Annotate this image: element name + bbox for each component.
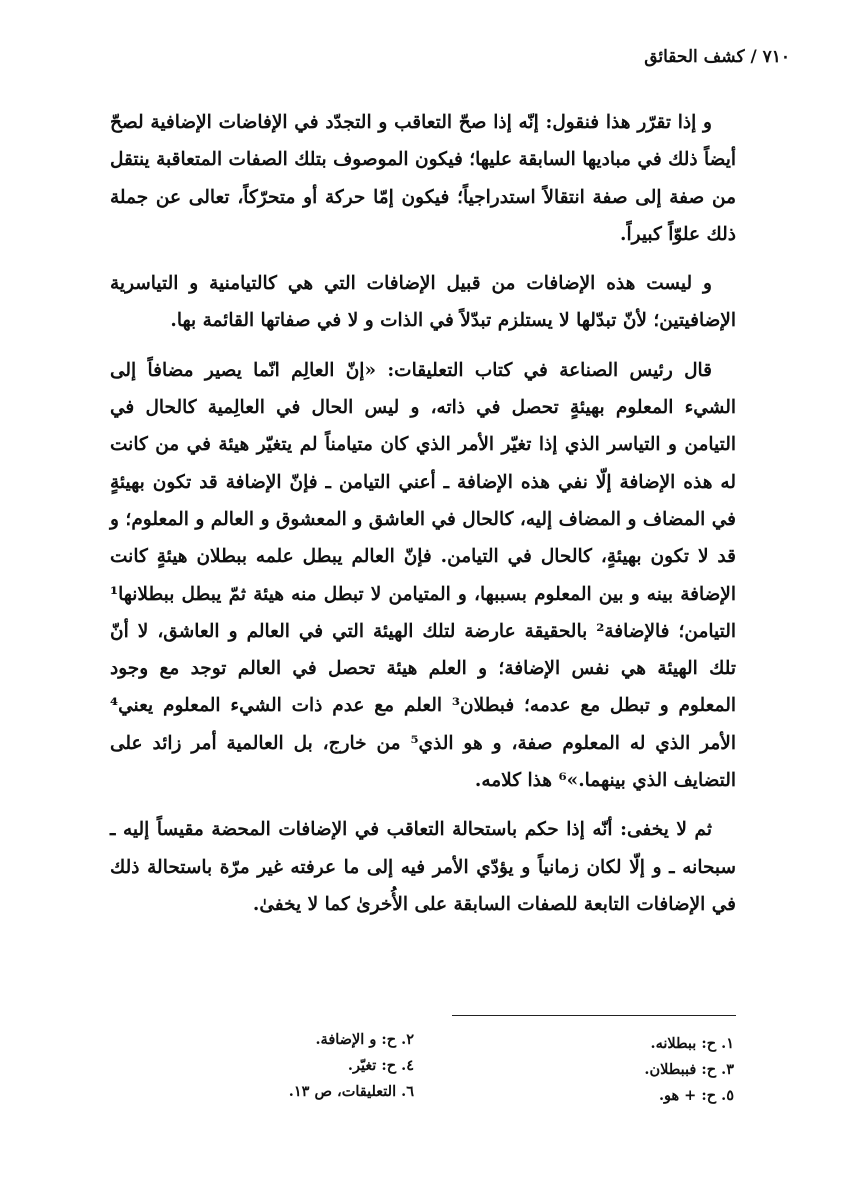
- footnotes-right-column: [644, 1031, 734, 1109]
- paragraph-text: و إذا تقرّر هذا فنقول: إنّه إذا صحّ التعاقب و التجدّد في الإفاضات الإضافية لصحّ أيضاً ذلك في مباديها السابقة عليها؛ فيكون الموصوف بتلك الصفات المتعاقبة ينتقل من صفة إلى صفة انتقالاً استدراجياً؛ فيكون إمّا حركة أو متحرّكاً، تعالى عن جملة ذلك علوّاً كبيراً.: [110, 112, 736, 245]
- paragraph-text: قال رئيس الصناعة في كتاب التعليقات: «إنّ العالِم انّما يصير مضافاً إلى الشيء المعلوم بهيئةٍ تحصل في ذاته، و ليس الحال في العالِمية كالحال في التيامن و التياسر الذي إذا تغيّر الأمر الذي كان متيامناً لم يتغيّر هيئة في من كانت له هذه الإضافة إلّا نفي هذه الإضافة ـ أعني التيامن ـ فإنّ الإضافة قد تكون بهيئةٍ في المضاف و المضاف إليه، كالحال في العاشق و المعشوق و العالم و المعلوم؛ و قد لا تكون بهيئةٍ، كالحال في التيامن. فإنّ العالم يبطل علمه ببطلان هيئةٍ كانت الإضافة بينه و بين المعلوم بسببها، و المتيامن لا تبطل منه هيئة ثمّ يبطل ببطلانها¹ التيامن؛ فالإضافة² بالحقيقة عارضة لتلك الهيئة التي في العالم و العاشق، لا أنّ تلك الهيئة هي نفس الإضافة؛ و العلم هيئة تحصل في العالم توجد مع وجود المعلوم و تبطل مع عدمه؛ فبطلان³ العلم مع عدم ذات الشيء المعلوم يعني⁴ الأمر الذي له المعلوم صفة، و هو الذي⁵ من خارج، بل العالمية أمر زائد على التضايف الذي بينهما.»⁶ هذا كلامه.: [110, 359, 736, 792]
- footnote: ٤. ح: تغيّر.: [347, 1057, 414, 1074]
- paragraph: [110, 265, 736, 340]
- footnote: ٢. ح: و الإضافة.: [315, 1031, 414, 1048]
- footnote: ٦. التعليقات، ص ١٣.: [288, 1083, 414, 1100]
- main-text: [110, 104, 736, 935]
- paragraph: [110, 352, 736, 800]
- footnote: ١. ح: ببطلانه.: [650, 1035, 734, 1052]
- paragraph-text: و ليست هذه الإضافات من قبيل الإضافات التي هي كالتيامنية و التياسرية الإضافيتين؛ لأنّ تبدّلها لا يستلزم تبدّلاً في الذات و لا في صفاتها القائمة بها.: [110, 273, 736, 332]
- footnotes-left-column: [289, 1027, 414, 1105]
- paragraph: [110, 811, 736, 923]
- footnote-separator: [452, 1015, 736, 1016]
- footnote: ٣. ح: فببطلان.: [644, 1061, 734, 1078]
- running-header: ٧١٠ / كشف الحقائق: [644, 47, 790, 67]
- paragraph-text: ثم لا يخفى: أنّه إذا حكم باستحالة التعاقب في الإضافات المحضة مقيساً إليه ـ سبحانه ـ و إلّا لكان زمانياً و يؤدّي الأمر فيه إلى ما عرفته غير مرّة باستحالة ذلك في الإضافات التابعة للصفات السابقة على الأُخرىٰ كما لا يخفىٰ.: [110, 819, 736, 915]
- footnote: ٥. ح: + هو.: [658, 1087, 734, 1104]
- paragraph: [110, 104, 736, 253]
